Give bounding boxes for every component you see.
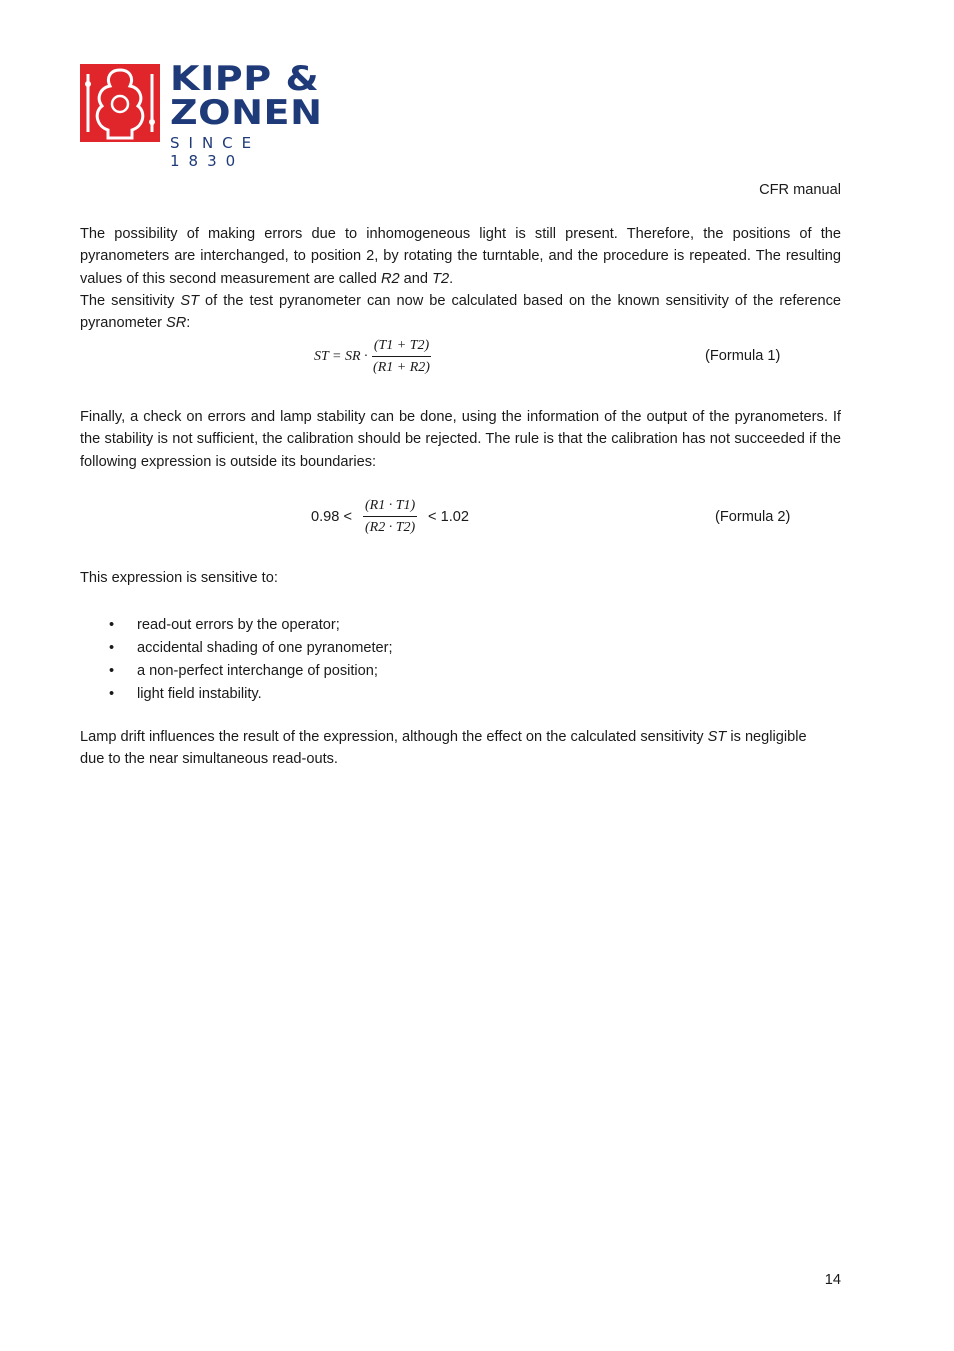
paragraph-text: Lamp drift influences the result of the expression, although the effect on the calculated sensitivity (80, 729, 708, 745)
paragraph-text: and (399, 270, 433, 287)
formula-2-denominator: (R2 · T2) (365, 520, 416, 535)
formula-1 (314, 338, 432, 376)
paragraph-sensitive-to: This expression is sensitive to: (80, 570, 278, 586)
formula-2-lower-bound: 0.98 < (311, 509, 352, 525)
kipp-zonen-logo (80, 59, 340, 170)
paragraph-lamp-drift (80, 726, 820, 771)
formula-1-numerator: (T1 + T2) (372, 338, 431, 357)
formula-2-fraction (363, 498, 417, 536)
paragraph-text: is negligible due to the near simultaneous read-outs. (80, 729, 807, 768)
document-title: CFR manual (759, 182, 841, 198)
formula-1-denominator: (R1 + R2) (373, 360, 430, 375)
paragraph-interchange (80, 223, 841, 290)
paragraph-stability-check: Finally, a check on errors and lamp stability can be done, using the information of the output of the pyranometers. If the stability is not sufficient, the calibration should be rejected. The rule is that the calibration has not succeeded if the following expression is outside its boundaries: (80, 409, 841, 470)
list-item: • a non-perfect interchange of position; (80, 660, 393, 683)
logo-wordmark (170, 59, 340, 170)
list-item: • read-out errors by the operator; (80, 614, 393, 637)
var-sr: SR (165, 315, 187, 332)
paragraph-text: . (449, 270, 454, 287)
formula-2-label: (Formula 2) (715, 509, 791, 525)
paragraph-text: of the test pyranometer can now be calculated based on the known sensitivity of the reference pyranometer (80, 293, 841, 332)
paragraph-sensitivity (80, 290, 841, 335)
page-number: 14 (824, 1272, 841, 1288)
paragraph-text: The sensitivity (80, 293, 181, 309)
logo-line-1: KIPP & (170, 59, 320, 99)
paragraph-text: : (186, 315, 191, 332)
paragraph-text: The possibility of making errors due to inhomogeneous light is still present. Therefore, the positions of the pyranometers are interchanged, to position 2, by rotating the turntable, and the procedure is repeated. The resulting values of this second measurement are called (80, 226, 841, 287)
formula-2 (363, 498, 417, 536)
list-item: • light field instability. (80, 683, 393, 706)
var-st: ST (707, 729, 727, 745)
formula-1-fraction (371, 338, 432, 376)
var-r2: R2 (380, 270, 400, 287)
list-item: • accidental shading of one pyranometer; (80, 637, 393, 660)
formula-1-label: (Formula 1) (705, 348, 781, 364)
sensitivity-list (80, 614, 393, 706)
formula-2-upper-bound: < 1.02 (428, 509, 469, 525)
logo-line-2: ZONEN (170, 93, 323, 133)
kipp-zonen-emblem-icon (80, 64, 160, 142)
formula-2-numerator: (R1 · T1) (363, 498, 417, 517)
logo-tagline: SINCE 1830 (170, 134, 261, 170)
var-t2: T2 (432, 270, 450, 287)
var-st: ST (180, 293, 200, 309)
formula-1-lhs: ST = SR · (314, 349, 368, 365)
